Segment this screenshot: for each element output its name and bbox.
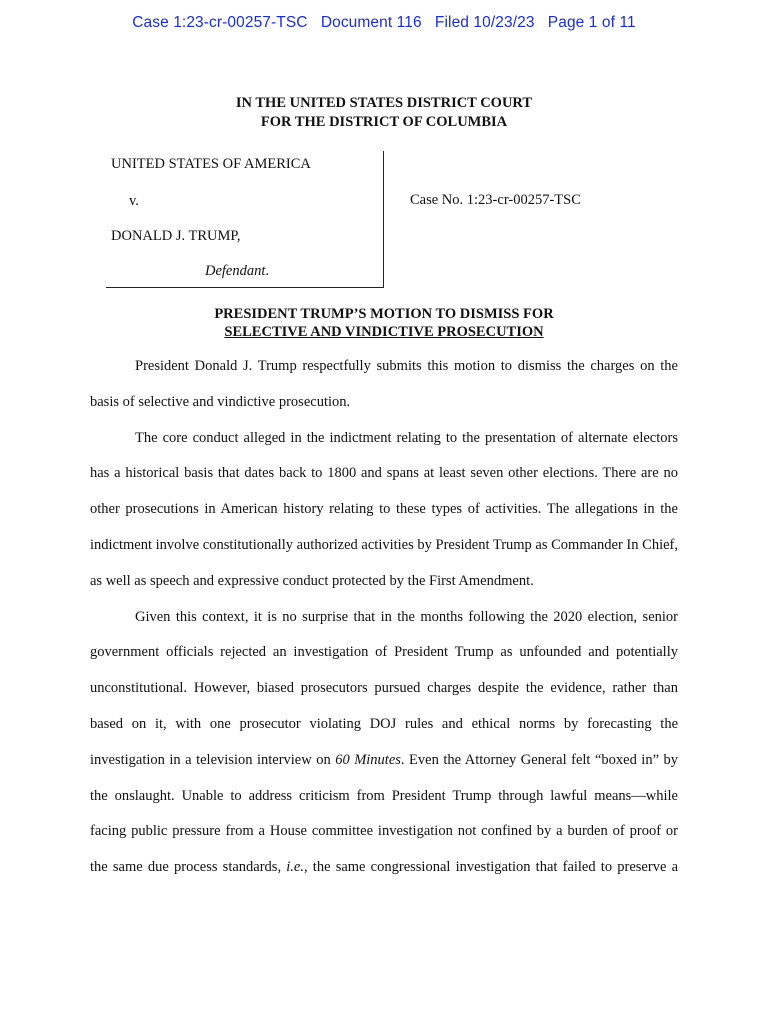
paragraph-2-line-5: Chief, as well as speech and expressive conduct protected by the First Amendment. — [90, 536, 678, 589]
paragraph-3-line-5-start: investigation in a television interview on — [90, 751, 336, 768]
paragraph-3-line-8-start: the same due process standards, — [90, 859, 287, 876]
paragraph-1-line-2: basis of selective and vindictive prosecution. — [90, 393, 351, 410]
plaintiff-name: UNITED STATES OF AMERICA — [111, 156, 311, 172]
court-heading — [0, 94, 768, 132]
case-caption — [106, 151, 384, 288]
paragraph-3-line-8 — [90, 859, 678, 875]
paragraph-3-line-7: facing public pressure from a House committee investigation not confined by a burden of proof or — [90, 823, 678, 840]
court-district: FOR THE DISTRICT OF COLUMBIA — [260, 114, 508, 130]
court-name: IN THE UNITED STATES DISTRICT COURT — [235, 95, 533, 111]
id-est-abbreviation: i.e. — [286, 859, 304, 876]
paragraph-1 — [90, 349, 678, 421]
ecf-filed-date: Filed 10/23/23 — [434, 14, 535, 31]
ecf-document-number: Document 116 — [320, 14, 422, 31]
defendant-role-label: Defendant — [205, 263, 266, 279]
versus-label: v. — [129, 193, 139, 209]
motion-title-line-1: PRESIDENT TRUMP’S MOTION TO DISMISS FOR — [214, 306, 554, 322]
paragraph-3-line-5 — [90, 752, 659, 768]
paragraph-3-line-1: Given this context, it is no surprise that in the months following the 2020 election, senior — [135, 608, 678, 625]
paragraph-2 — [90, 421, 678, 600]
ecf-case-number: Case 1:23-cr-00257-TSC — [132, 14, 308, 31]
motion-body — [90, 349, 678, 886]
ecf-page-number: Page 1 of 11 — [547, 14, 636, 31]
paragraph-2-line-2: has a historical basis that dates back to 1800 and spans at least seven other elections. There are no — [90, 465, 678, 482]
paragraph-2-line-1: The core conduct alleged in the indictment relating to the presentation of alternate electors — [135, 429, 678, 446]
ecf-header — [0, 14, 768, 32]
defendant-role-period: . — [265, 263, 270, 279]
paragraph-3 — [90, 600, 678, 886]
paragraph-3-line-4: based on it, with one prosecutor violating DOJ rules and ethical norms by forecasting the — [90, 715, 678, 732]
sixty-minutes-title: 60 Minutes — [335, 751, 401, 768]
paragraph-3-line-2: government officials rejected an investigation of President Trump as unfounded and potentially — [90, 644, 678, 661]
defendant-role — [205, 263, 269, 280]
paragraph-3-line-8-end: , the same congressional investigation that failed to preserve a — [303, 859, 679, 876]
paragraph-2-line-3: other prosecutions in American history relating to these types of activities. The allegations in the — [90, 501, 678, 518]
paragraph-2-line-4: indictment involve constitutionally authorized activities by President Trump as Commander In — [90, 536, 639, 553]
defendant-name: DONALD J. TRUMP, — [111, 228, 241, 244]
motion-title-line-2: SELECTIVE AND VINDICTIVE PROSECUTION — [224, 324, 544, 340]
paragraph-3-line-6: by the onslaught. Unable to address criticism from President Trump through lawful means—while — [90, 751, 679, 804]
paragraph-1-line-1: President Donald J. Trump respectfully submits this motion to dismiss the charges on the — [135, 358, 678, 374]
paragraph-3-line-3: unconstitutional. However, biased prosecutors pursued charges despite the evidence, rather than — [90, 680, 678, 697]
paragraph-3-line-5-end: . Even the Attorney General felt “boxed in” — [400, 751, 660, 768]
motion-title — [0, 305, 768, 341]
case-number: Case No. 1:23-cr-00257-TSC — [410, 192, 581, 208]
